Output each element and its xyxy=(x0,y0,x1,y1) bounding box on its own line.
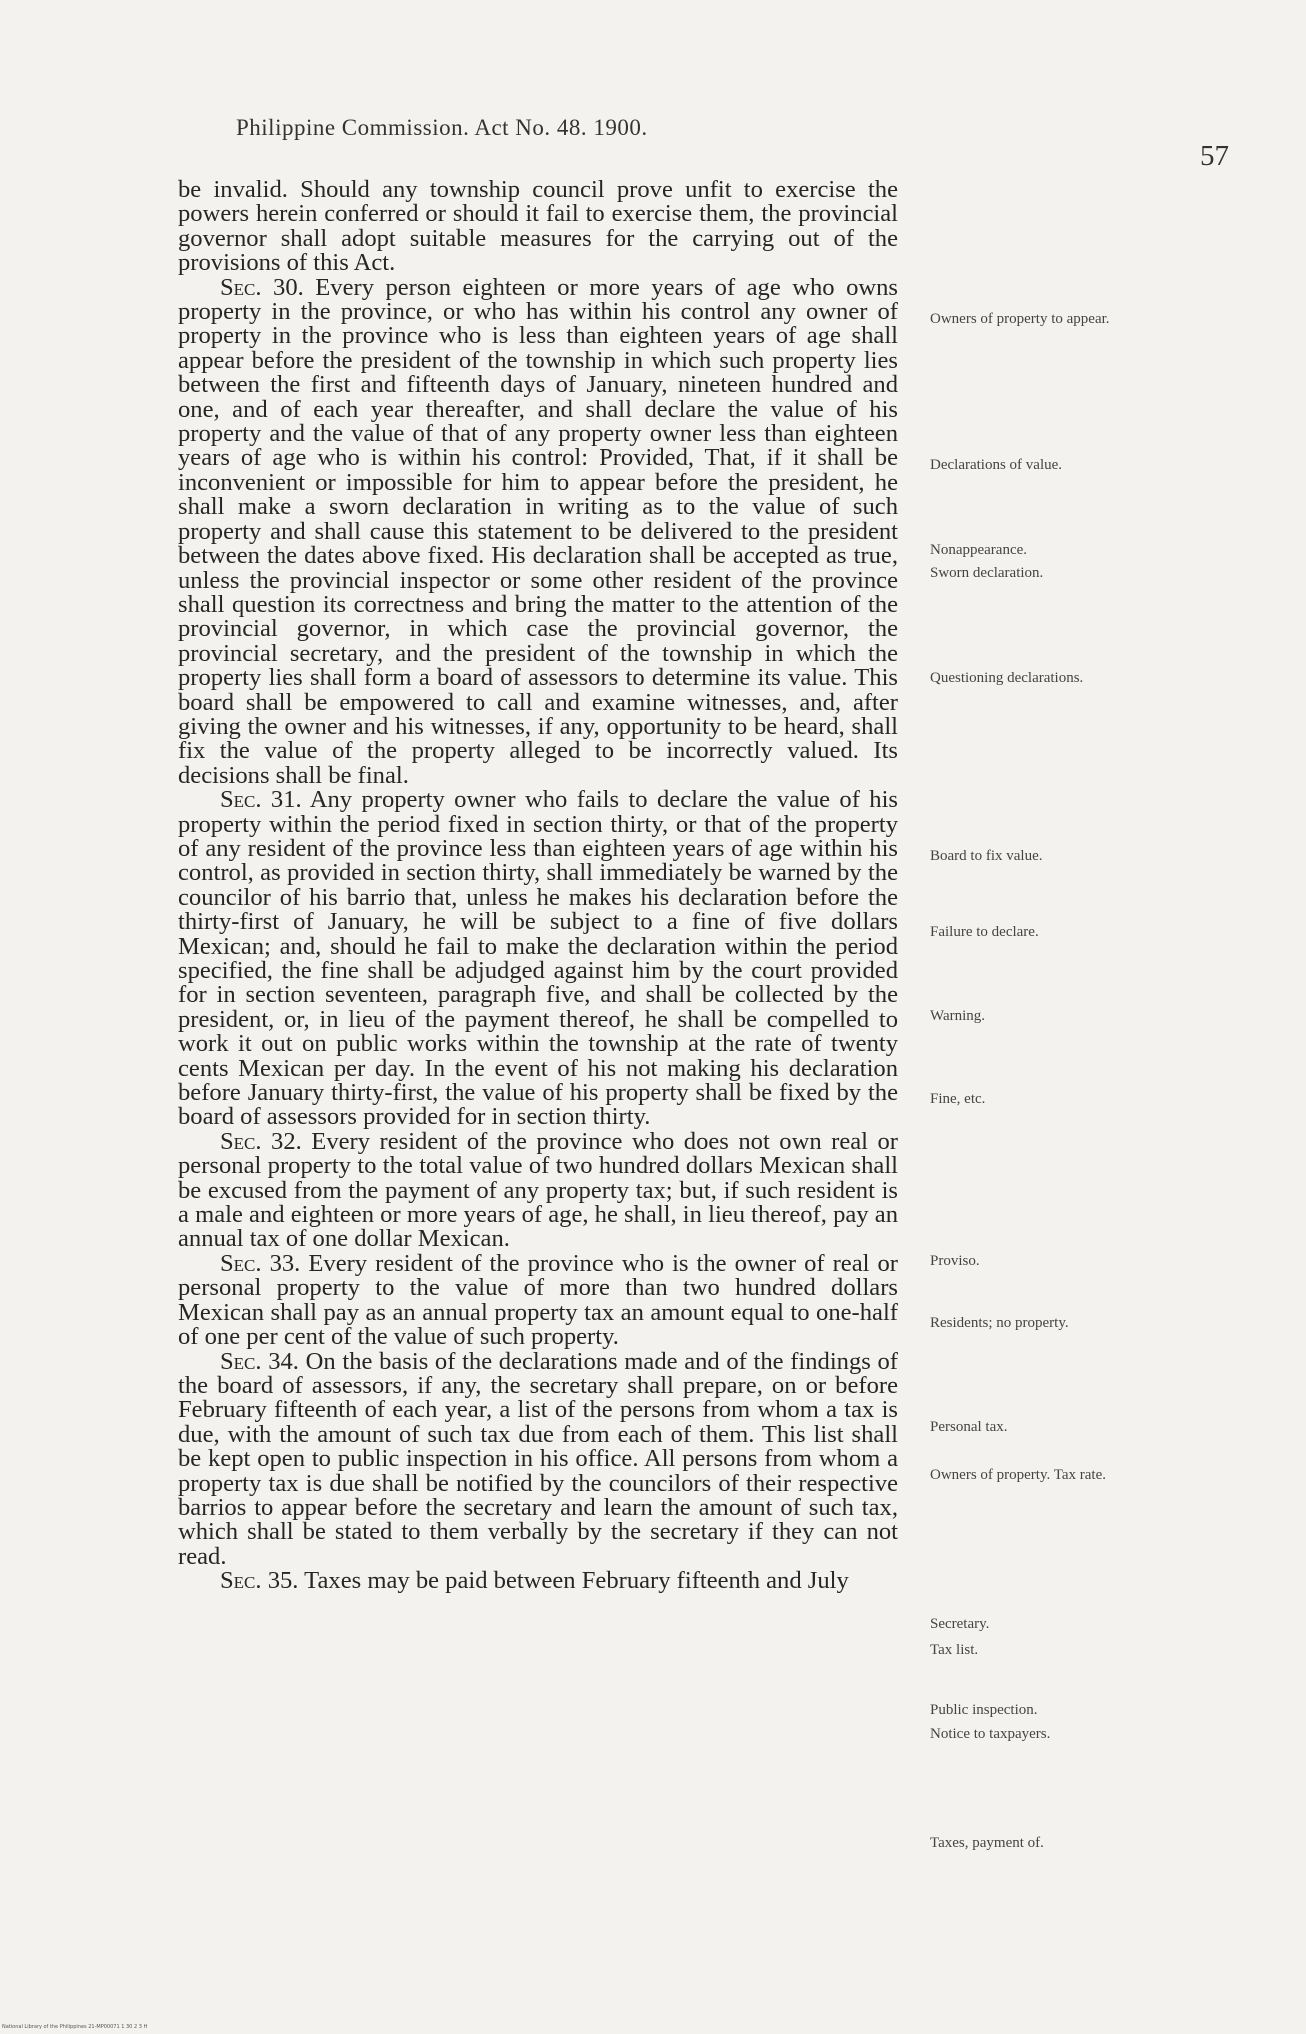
sidenote-nonappearance: Nonappearance. xyxy=(930,542,1028,558)
sidenote-public-inspection: Public inspection. xyxy=(930,1702,1038,1718)
paragraph-text: Every resident of the province who is the owner of real or personal property to the value of more than two hundred dollars Mexican shall pay as an annual property tax an amount equal to one-half of one per cent of the value of such property. xyxy=(178,1249,898,1351)
page-number: 57 xyxy=(1200,140,1229,172)
section-label: Sec. 33. xyxy=(220,1249,301,1277)
paragraph-text: Taxes may be paid between February fifteenth and July xyxy=(304,1567,849,1595)
sidenote-tax-list: Tax list. xyxy=(930,1642,979,1658)
scan-credit: National Library of the Philippines 21-MP00071 1 30 2 3 H xyxy=(2,2024,148,2030)
sidenote-failure-to-declare: Failure to declare. xyxy=(930,924,1039,940)
paragraph-text: Every person eighteen or more years of age who owns property in the province, or who has within his control any owner of property in the province who is less than eighteen years of age shall appear before the president of the township in which such property lies between the first and fifteenth days of January, nineteen hundred and one, and of each year thereafter, and shall declare the value of his property and the value of that of any property owner less than eighteen years of age who is within his control: Provided, That, if it shall be inconvenient or impossible for him to appear before the president, he shall make a sworn declaration in writing as to the value of such property and shall cause this statement to be delivered to the president between the dates above fixed. His declaration shall be accepted as true, unless the provincial inspector or some other resident of the province shall question its correctness and bring the matter to the attention of the provincial governor, in which case the provincial governor, the provincial secretary, and the president of the township in which the property lies shall form a board of assessors to determine its value. This board shall be empowered to call and examine witnesses, and, after giving the owner and his witnesses, if any, opportunity to be heard, shall fix the value of the property alleged to be incorrectly valued. Its decisions shall be final. xyxy=(178,273,898,789)
sidenote-residents-no-property: Residents; no property. xyxy=(930,1315,1069,1331)
sidenote-declarations-of-value: Declarations of value. xyxy=(930,457,1063,473)
section-33 xyxy=(178,1249,898,1351)
paragraph-text: On the basis of the declarations made and of the findings of the board of assessors, if any, the secretary shall prepare, on or before February fifteenth of each year, a list of the persons from whom a tax is due, with the amount of such tax due from each of them. This list shall be kept open to public inspection in his office. All persons from whom a property tax is due shall be notified by the councilors of their respective barrios to appear before the secretary and learn the amount of such tax, which shall be stated to them verbally by the secretary if they can not read. xyxy=(178,1347,898,1570)
sidenote-fine: Fine, etc. xyxy=(930,1091,986,1107)
sidenote-questioning-declarations: Questioning declarations. xyxy=(930,670,1084,686)
sidenote-secretary: Secretary. xyxy=(930,1616,990,1632)
section-label: Sec. 32. xyxy=(220,1127,302,1155)
paragraph-text: Every resident of the province who does not own real or personal property to the total value of two hundred dollars Mexican shall be excused from the payment of any property tax; but, if such resident is a male and eighteen or more years of age, he shall, in lieu thereof, pay an annual tax of one dollar Mexican. xyxy=(178,1127,898,1253)
sidenote-owners-of-property: Owners of property to appear. xyxy=(930,311,1110,327)
section-31 xyxy=(178,788,898,1130)
section-label: Sec. 35. xyxy=(220,1567,299,1595)
section-30 xyxy=(178,273,898,789)
paragraph xyxy=(178,178,898,276)
section-34 xyxy=(178,1347,898,1570)
running-header: Philippine Commission. Act No. 48. 1900. xyxy=(236,115,648,140)
section-label: Sec. 30. xyxy=(220,273,304,301)
sidenote-warning: Warning. xyxy=(930,1008,986,1024)
sidenote-taxes-payment: Taxes, payment of. xyxy=(930,1835,1044,1851)
sidenote-board-to-fix-value: Board to fix value. xyxy=(930,848,1043,864)
section-label: Sec. 34. xyxy=(220,1347,299,1375)
sidenote-tax-rate: Owners of property. Tax rate. xyxy=(930,1467,1106,1483)
section-35 xyxy=(178,1569,898,1593)
sidenote-notice-to-taxpayers: Notice to taxpayers. xyxy=(930,1726,1051,1742)
body-text xyxy=(178,178,898,1594)
sidenote-proviso: Proviso. xyxy=(930,1253,980,1269)
paragraph-text: be invalid. Should any township council prove unfit to exercise the powers herein conferred or should it fail to exercise them, the provincial governor shall adopt suitable measures for the carrying out of the provisions of this Act. xyxy=(178,176,898,277)
section-label: Sec. 31. xyxy=(220,786,302,814)
section-32 xyxy=(178,1127,898,1253)
sidenote-sworn-declaration: Sworn declaration. xyxy=(930,565,1044,581)
paragraph-text: Any property owner who fails to declare the value of his property within the period fixed in section thirty, or that of the property of any resident of the province less than eighteen years of age within his control, as provided in section thirty, shall immediately be warned by the councilor of his barrio that, unless he makes his declaration before the thirty-first of January, he will be subject to a fine of five dollars Mexican; and, should he fail to make the declaration within the period specified, the fine shall be adjudged against him by the court provided for in section seventeen, paragraph five, and shall be collected by the president, or, in lieu of the payment thereof, he shall be compelled to work it out on public works within the township at the rate of twenty cents Mexican per day. In the event of his not making his declaration before January thirty-first, the value of his property shall be fixed by the board of assessors provided for in section thirty. xyxy=(178,786,898,1131)
sidenote-personal-tax: Personal tax. xyxy=(930,1419,1008,1435)
